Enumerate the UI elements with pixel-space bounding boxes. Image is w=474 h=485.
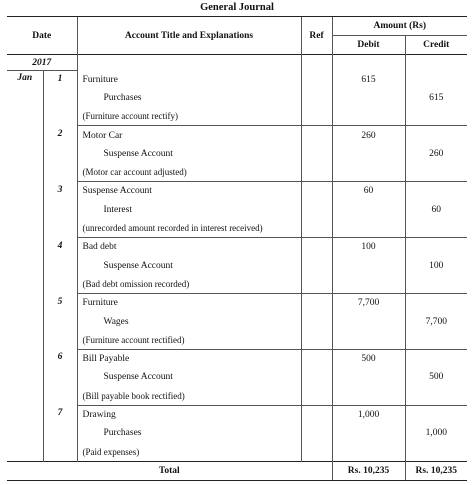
credit-amount: 7,700: [405, 312, 467, 330]
total-debit: Rs. 10,235: [332, 461, 405, 480]
day-cell: 3: [43, 182, 77, 238]
journal-entry-row: [7, 71, 467, 89]
credit-amount: 615: [405, 89, 467, 107]
credit-amount: 500: [405, 368, 467, 386]
amount-header: Amount (Rs): [332, 17, 467, 36]
debit-account: Bill Payable: [77, 349, 301, 368]
total-credit: Rs. 10,235: [405, 461, 467, 480]
debit-amount: 260: [332, 126, 405, 145]
narration: (Motor car account adjusted): [77, 163, 301, 182]
debit-amount: 60: [332, 182, 405, 201]
credit-account: Suspense Account: [77, 256, 301, 274]
journal-entry-row: [7, 294, 467, 313]
day-cell: 1: [43, 71, 77, 126]
journal-entry-row: [7, 405, 467, 424]
journal-entry-row: [7, 182, 467, 201]
day-cell: 7: [43, 405, 77, 461]
day-cell: 4: [43, 238, 77, 294]
credit-amount: 1,000: [405, 424, 467, 442]
debit-account: Furniture: [77, 294, 301, 313]
debit-account: Drawing: [77, 405, 301, 424]
general-journal-table: [7, 16, 467, 481]
debit-header: Debit: [332, 36, 405, 55]
narration: (Furniture account rectify): [77, 107, 301, 126]
credit-amount: 100: [405, 256, 467, 274]
day-cell: 5: [43, 294, 77, 350]
credit-amount: 260: [405, 145, 467, 163]
journal-entry-row: [7, 349, 467, 368]
credit-header: Credit: [405, 36, 467, 55]
narration: (Bad debt omission recorded): [77, 275, 301, 294]
ref-header: Ref: [301, 17, 332, 55]
credit-account: Suspense Account: [77, 368, 301, 386]
credit-account: Suspense Account: [77, 145, 301, 163]
journal-title: General Journal: [200, 2, 274, 13]
journal-body: [7, 55, 467, 462]
debit-account: Suspense Account: [77, 182, 301, 201]
narration: (Bill payable book rectified): [77, 387, 301, 406]
credit-account: Purchases: [77, 89, 301, 107]
debit-amount: 1,000: [332, 405, 405, 424]
total-label: Total: [7, 461, 332, 480]
narration: (Paid expenses): [77, 442, 301, 461]
credit-account: Wages: [77, 312, 301, 330]
credit-amount: 60: [405, 201, 467, 219]
credit-account: Interest: [77, 201, 301, 219]
debit-account: Bad debt: [77, 238, 301, 257]
debit-account: Furniture: [77, 71, 301, 89]
date-header: Date: [7, 17, 77, 55]
account-header: Account Title and Explanations: [77, 17, 301, 55]
day-cell: 6: [43, 349, 77, 405]
debit-account: Motor Car: [77, 126, 301, 145]
credit-account: Purchases: [77, 424, 301, 442]
day-cell: 2: [43, 126, 77, 182]
debit-amount: 100: [332, 238, 405, 257]
journal-entry-row: [7, 126, 467, 145]
debit-amount: 615: [332, 71, 405, 89]
journal-entry-row: [7, 238, 467, 257]
month-cell: Jan: [17, 73, 33, 83]
narration: (unrecorded amount recorded in interest received): [77, 219, 301, 238]
debit-amount: 500: [332, 349, 405, 368]
debit-amount: 7,700: [332, 294, 405, 313]
narration: (Furniture account rectified): [77, 331, 301, 350]
year-cell: 2017: [7, 55, 77, 71]
